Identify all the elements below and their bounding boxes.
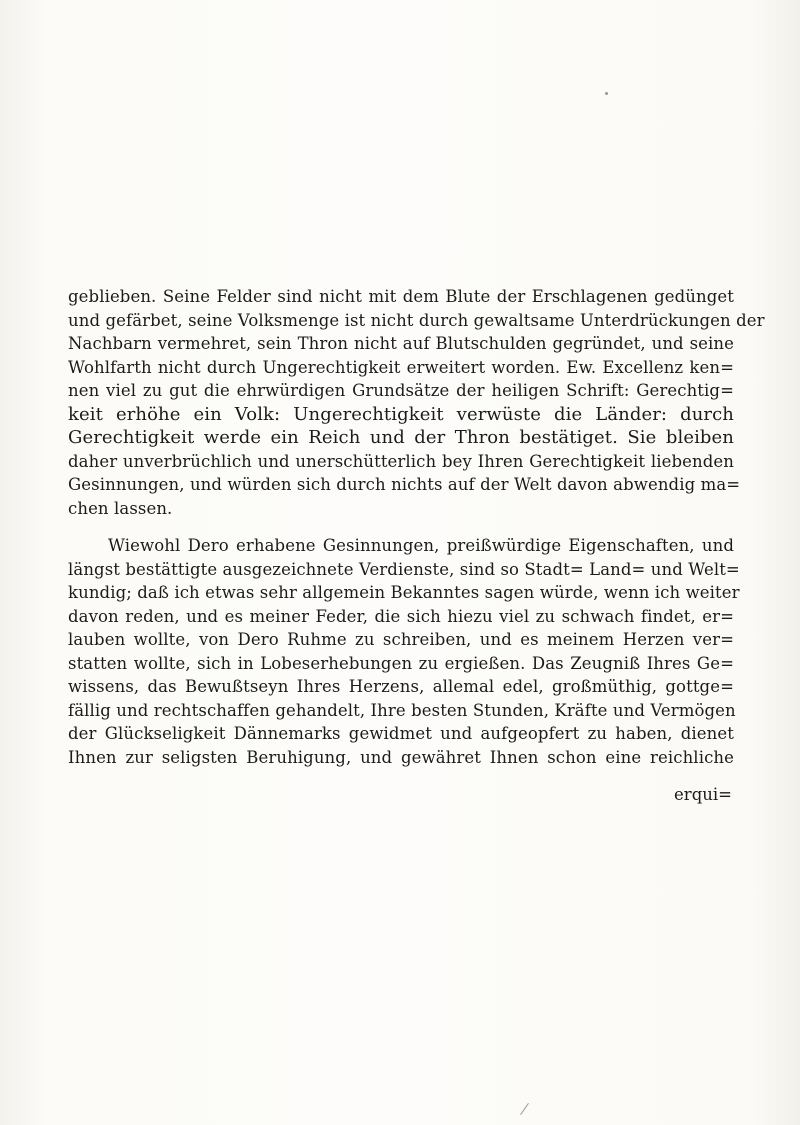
ink-speck (605, 92, 608, 95)
text-line: chen lassen. (68, 498, 173, 518)
text-line: fällig und rechtschaffen gehandelt, Ihre besten Stunden, Kräfte und Vermögen (68, 700, 736, 720)
catchword: erqui= (674, 785, 732, 804)
text-line: davon reden, und es meiner Feder, die sich hiezu viel zu schwach findet, er= (68, 606, 734, 626)
paper-crease (520, 1103, 529, 1115)
paragraph-1 (68, 285, 765, 520)
text-line: Gesinnungen, und würden sich durch nichts auf der Welt davon abwendig ma= (68, 475, 741, 494)
text-line: wissens, das Bewußtseyn Ihres Herzens, allemal edel, großmüthig, gottge= (68, 677, 734, 696)
text-line: statten wollte, sich in Lobeserhebungen zu ergießen. Das Zeugniß Ihres Ge= (68, 653, 734, 673)
body-text (68, 285, 765, 807)
paragraph-2 (68, 534, 740, 769)
text-line: Gerechtigkeit werde ein Reich und der Thron bestätiget. Sie bleiben (68, 427, 734, 448)
text-line: daher unverbrüchlich und unerschütterlich bey Ihren Gerechtigkeit liebenden (68, 451, 734, 471)
text-line: Nachbarn vermehret, sein Thron nicht auf Blutschulden gegründet, und seine (68, 334, 734, 353)
text-line: der Glückseligkeit Dännemarks gewidmet und aufgeopfert zu haben, dienet (68, 724, 734, 743)
text-line: und gefärbet, seine Volksmenge ist nicht durch gewaltsame Unterdrückungen der (68, 310, 765, 330)
text-line: Ihnen zur seligsten Beruhigung, und gewähret Ihnen schon eine reichliche (68, 747, 734, 767)
text-line: nen viel zu gut die ehrwürdigen Grundsätze der heiligen Schrift: Gerechtig= (68, 381, 734, 400)
text-line: lauben wollte, von Dero Ruhme zu schreiben, und es meinem Herzen ver= (68, 630, 734, 649)
text-line: keit erhöhe ein Volk: Ungerechtigkeit verwüste die Länder: durch (68, 403, 734, 425)
text-line: längst bestättigte ausgezeichnete Verdienste, sind so Stadt= Land= und Welt= (68, 559, 740, 579)
text-line: kundig; daß ich etwas sehr allgemein Bekanntes sagen würde, wenn ich weiter (68, 583, 740, 602)
text-line: Wiewohl Dero erhabene Gesinnungen, preißwürdige Eigenschaften, und (108, 536, 734, 555)
text-line: geblieben. Seine Felder sind nicht mit dem Blute der Erschlagenen gedünget (68, 287, 734, 306)
text-line: Wohlfarth nicht durch Ungerechtigkeit erweitert worden. Ew. Excellenz ken= (68, 357, 734, 377)
